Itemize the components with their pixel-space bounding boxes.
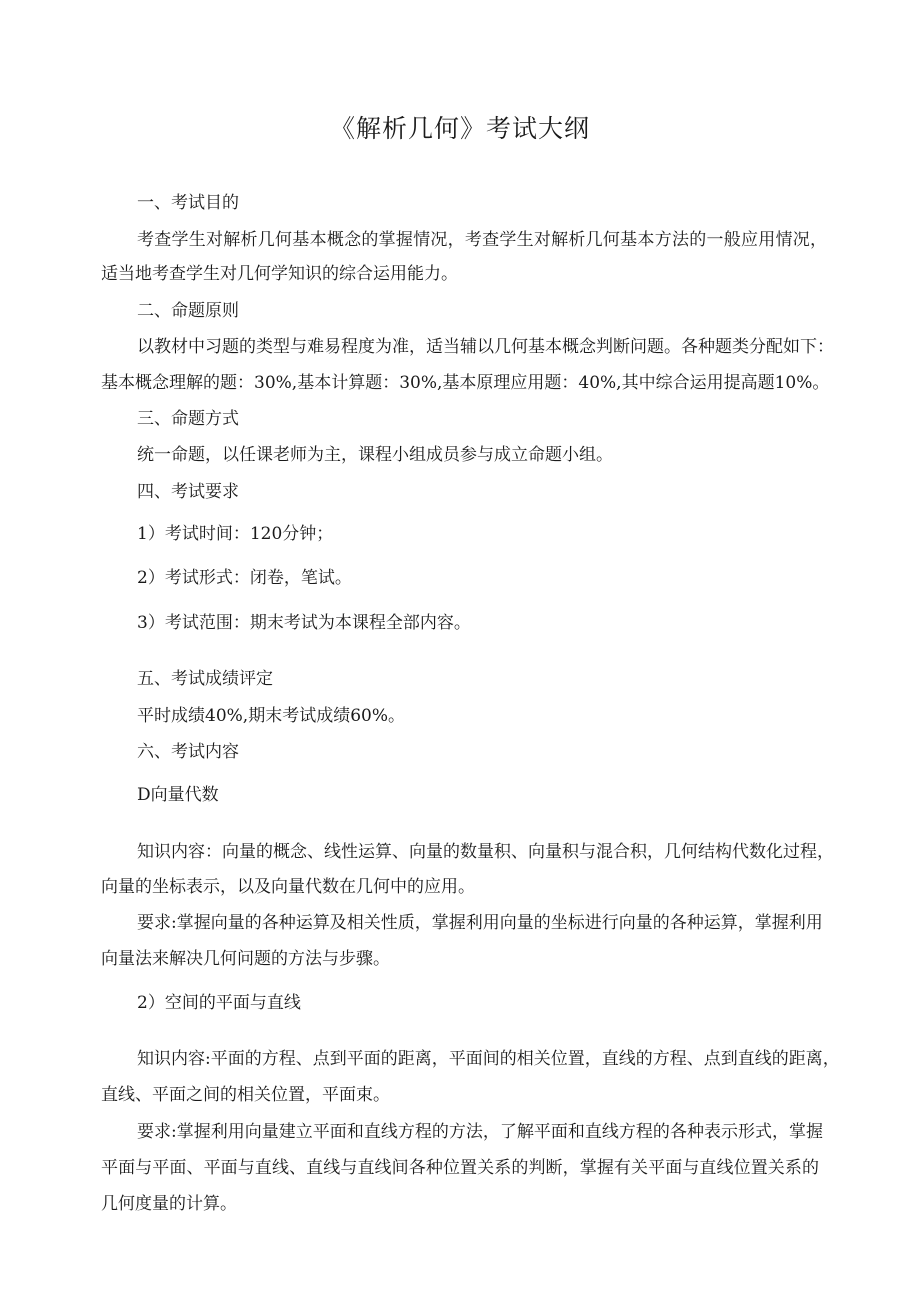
section-2-paragraph-line: 以教材中习题的类型与难易程度为准，适当辅以几何基本概念判断问题。各种题类分配如下： xyxy=(137,337,834,357)
section-3-heading: 三、命题方式 xyxy=(137,409,239,429)
section-5-heading: 五、考试成绩评定 xyxy=(137,669,273,689)
topic-1-requirement-line: 要求:掌握向量的各种运算及相关性质，掌握利用向量的坐标进行向量的各种运算，掌握利用 xyxy=(137,913,823,933)
topic-1-requirement-line: 向量法来解决几何问题的方法与步骤。 xyxy=(101,949,390,969)
topic-2-content-line: 知识内容:平面的方程、点到平面的距离，平面间的相关位置，直线的方程、点到直线的距离， xyxy=(137,1049,840,1069)
section-2-heading: 二、命题原则 xyxy=(137,301,239,321)
topic-1-content-line: 向量的坐标表示，以及向量代数在几何中的应用。 xyxy=(101,877,475,897)
document-title: 《解析几何》考试大纲 xyxy=(329,114,590,143)
topic-2-content-line: 直线、平面之间的相关位置，平面束。 xyxy=(101,1085,390,1105)
topic-2-requirement-line: 平面与平面、平面与直线、直线与直线间各种位置关系的判断，掌握有关平面与直线位置关系的 xyxy=(101,1158,819,1178)
section-6-heading: 六、考试内容 xyxy=(137,742,239,762)
section-4-item: 3）考试范围：期末考试为本课程全部内容。 xyxy=(137,613,471,633)
section-4-item: 2）考试形式：闭卷，笔试。 xyxy=(137,568,352,588)
section-1-heading: 一、考试目的 xyxy=(137,193,239,213)
topic-1-content-line: 知识内容：向量的概念、线性运算、向量的数量积、向量积与混合积，几何结构代数化过程， xyxy=(137,842,834,862)
section-3-paragraph-line: 统一命题，以任课老师为主，课程小组成员参与成立命题小组。 xyxy=(137,445,613,465)
section-4-item: 1）考试时间：120分钟； xyxy=(137,524,334,544)
topic-2-requirement-line: 几何度量的计算。 xyxy=(101,1194,237,1214)
section-4-heading: 四、考试要求 xyxy=(137,482,239,502)
topic-2-title: 2）空间的平面与直线 xyxy=(137,993,301,1013)
section-5-paragraph-line: 平时成绩40%,期末考试成绩60%。 xyxy=(137,706,405,726)
topic-1-title: D向量代数 xyxy=(137,785,219,805)
section-2-paragraph-line: 基本概念理解的题：30%,基本计算题：30%,基本原理应用题：40%,其中综合运用提高题10%。 xyxy=(101,373,830,393)
section-1-paragraph-line: 考查学生对解析几何基本概念的掌握情况，考查学生对解析几何基本方法的一般应用情况， xyxy=(137,230,827,250)
section-1-paragraph-line: 适当地考查学生对几何学知识的综合运用能力。 xyxy=(101,264,458,284)
topic-2-requirement-line: 要求:掌握利用向量建立平面和直线方程的方法，了解平面和直线方程的各种表示形式，掌握 xyxy=(137,1122,823,1142)
